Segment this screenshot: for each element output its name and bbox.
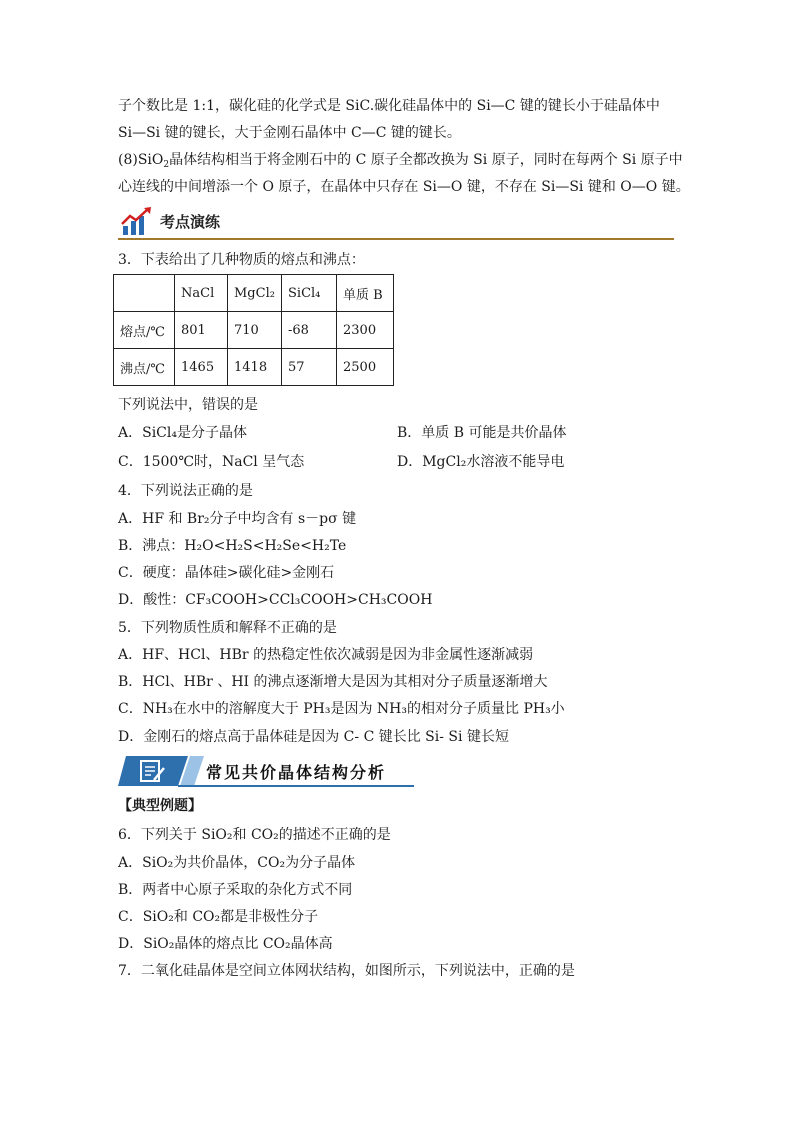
q6-option-c: C．SiO₂和 CO₂都是非极性分子 xyxy=(118,909,319,925)
q5-option-c: C．NH₃在水中的溶解度大于 PH₃是因为 NH₃的相对分子质量比 PH₃小 xyxy=(118,701,565,717)
q3-option-d: D．MgCl₂水溶液不能导电 xyxy=(397,454,565,470)
chart-trend-icon xyxy=(120,206,154,236)
table-cell: 1418 xyxy=(228,349,282,386)
table-cell xyxy=(114,275,175,312)
q5-option-b: B．HCl、HBr 、HI 的沸点逐渐增大是因为其相对分子质量逐渐增大 xyxy=(118,674,548,690)
q4-option-b: B．沸点：H₂O<H₂S<H₂Se<H₂Te xyxy=(118,538,347,554)
table-cell: MgCl₂ xyxy=(228,275,282,312)
intro-line-1: 子个数比是 1:1，碳化硅的化学式是 SiC.碳化硅晶体中的 Si—C 键的键长小于硅晶体中 xyxy=(118,98,660,114)
q6-option-a: A．SiO₂为共价晶体，CO₂为分子晶体 xyxy=(118,855,356,871)
intro-line-3-pre: (8)SiO xyxy=(118,152,164,168)
table-row xyxy=(114,349,394,386)
section-banner xyxy=(118,754,418,788)
q5-stem: 5．下列物质性质和解释不正确的是 xyxy=(118,620,337,636)
table-cell: SiCl₄ xyxy=(282,275,337,312)
q3-prompt: 下列说法中，错误的是 xyxy=(118,397,258,413)
notebook-icon xyxy=(138,758,166,784)
intro-line-4: 心连线的中间增添一个 O 原子，在晶体中只存在 Si—O 键，不存在 Si—Si 键和 O—O 键。 xyxy=(118,179,690,195)
q4-stem: 4．下列说法正确的是 xyxy=(118,483,253,499)
melting-boiling-table xyxy=(113,274,394,386)
table-row xyxy=(114,312,394,349)
intro-line-3-post: 晶体结构相当于将金刚石中的 C 原子全都改换为 Si 原子，同时在每两个 Si 原子中 xyxy=(169,152,683,168)
q6-stem: 6．下列关于 SiO₂和 CO₂的描述不正确的是 xyxy=(118,827,391,843)
typical-example-label: 【典型例题】 xyxy=(118,798,202,814)
intro-line-3: (8)SiO$_2$晶体结构相当于将金刚石中的 C 原子全都改换为 Si 原子，同时在每两个 Si 原子中 xyxy=(118,152,683,170)
table-row xyxy=(114,275,394,312)
q6-option-d: D．SiO₂晶体的熔点比 CO₂晶体高 xyxy=(118,936,333,952)
kaodian-rule xyxy=(118,238,674,240)
q3-option-c: C．1500℃时，NaCl 呈气态 xyxy=(118,454,305,470)
q3-option-b: B．单质 B 可能是共价晶体 xyxy=(397,425,567,441)
q5-option-d: D．金刚石的熔点高于晶体硅是因为 C- C 键长比 Si- Si 键长短 xyxy=(118,729,509,745)
table-cell: 1465 xyxy=(175,349,228,386)
table-cell: 57 xyxy=(282,349,337,386)
table-cell: 2300 xyxy=(337,312,394,349)
q6-option-b: B．两者中心原子采取的杂化方式不同 xyxy=(118,882,353,898)
kaodian-title: 考点演练 xyxy=(160,213,221,231)
kaodian-header xyxy=(118,204,674,240)
section-title: 常见共价晶体结构分析 xyxy=(206,763,387,782)
table-cell: 2500 xyxy=(337,349,394,386)
q3-option-a: A．SiCl₄是分子晶体 xyxy=(118,425,247,441)
table-cell: 熔点/℃ xyxy=(114,312,175,349)
table-cell: NaCl xyxy=(175,275,228,312)
q7-stem: 7．二氧化硅晶体是空间立体网状结构，如图所示，下列说法中，正确的是 xyxy=(118,963,575,979)
table-cell: 沸点/℃ xyxy=(114,349,175,386)
q4-option-c: C．硬度：晶体硅>碳化硅>金刚石 xyxy=(118,565,335,581)
q5-option-a: A．HF、HCl、HBr 的热稳定性依次减弱是因为非金属性逐渐减弱 xyxy=(118,647,534,663)
q4-option-d: D．酸性：CF₃COOH>CCl₃COOH>CH₃COOH xyxy=(118,592,433,608)
q4-option-a: A．HF 和 Br₂分子中均含有 s－pσ 键 xyxy=(118,511,357,527)
table-cell: -68 xyxy=(282,312,337,349)
table-cell: 710 xyxy=(228,312,282,349)
table-cell: 801 xyxy=(175,312,228,349)
intro-line-2: Si—Si 键的键长，大于金刚石晶体中 C—C 键的键长。 xyxy=(118,125,461,141)
q3-stem: 3．下表给出了几种物质的熔点和沸点： xyxy=(118,252,365,268)
table-cell: 单质 B xyxy=(337,275,394,312)
